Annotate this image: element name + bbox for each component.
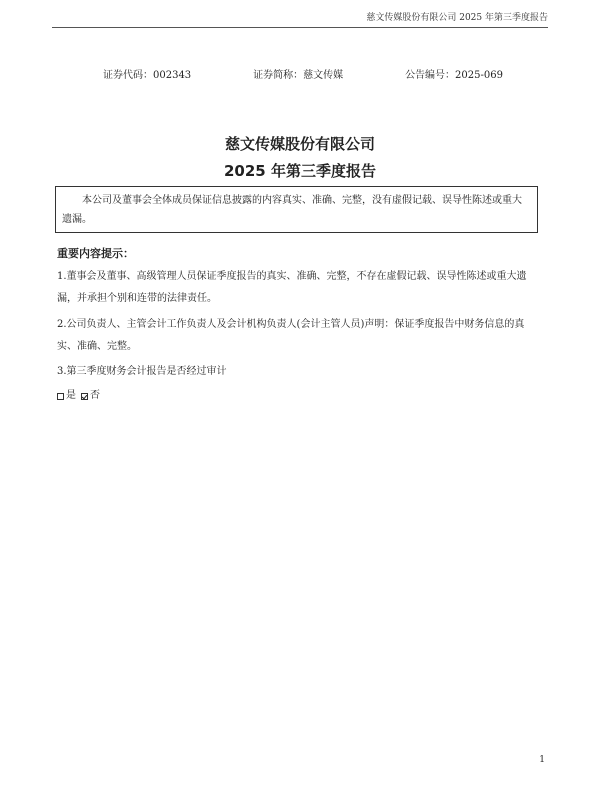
statement-box: 本公司及董事会全体成员保证信息披露的内容真实、准确、完整，没有虚假记载、误导性陈述或重大遗漏。 [55, 186, 538, 233]
page-number: 1 [539, 755, 545, 765]
report-title: 2025 年第三季度报告 [224, 162, 376, 180]
company-title: 慈文传媒股份有限公司 [224, 135, 375, 153]
header-divider [52, 27, 548, 28]
important-notice-heading: 重要内容提示： [57, 247, 134, 260]
announcement-number: 公告编号：2025-069 [405, 70, 503, 81]
audit-option-no: 否 [90, 390, 100, 401]
meta-row [103, 66, 503, 81]
stock-abbreviation: 证券简称：慈文传媒 [253, 70, 344, 81]
notice-item-2: 2.公司负责人、主管会计工作负责人及会计机构负责人(会计主管人员)声明：保证季度报告中财务信息的真实、准确、完整。 [57, 319, 525, 352]
notice-item-1: 1.董事会及董事、高级管理人员保证季度报告的真实、准确、完整，不存在虚假记载、误导性陈述或重大遗漏，并承担个别和连带的法律责任。 [57, 271, 527, 304]
audit-options [57, 385, 540, 407]
audit-option-yes: 是 [66, 390, 76, 401]
notice-item-3: 3.第三季度财务会计报告是否经过审计 [57, 366, 227, 377]
checked-box-icon [81, 393, 88, 400]
unchecked-box-icon [57, 393, 64, 400]
stock-code: 证券代码：002343 [103, 70, 192, 81]
running-header: 慈文传媒股份有限公司 2025 年第三季度报告 [366, 13, 548, 23]
